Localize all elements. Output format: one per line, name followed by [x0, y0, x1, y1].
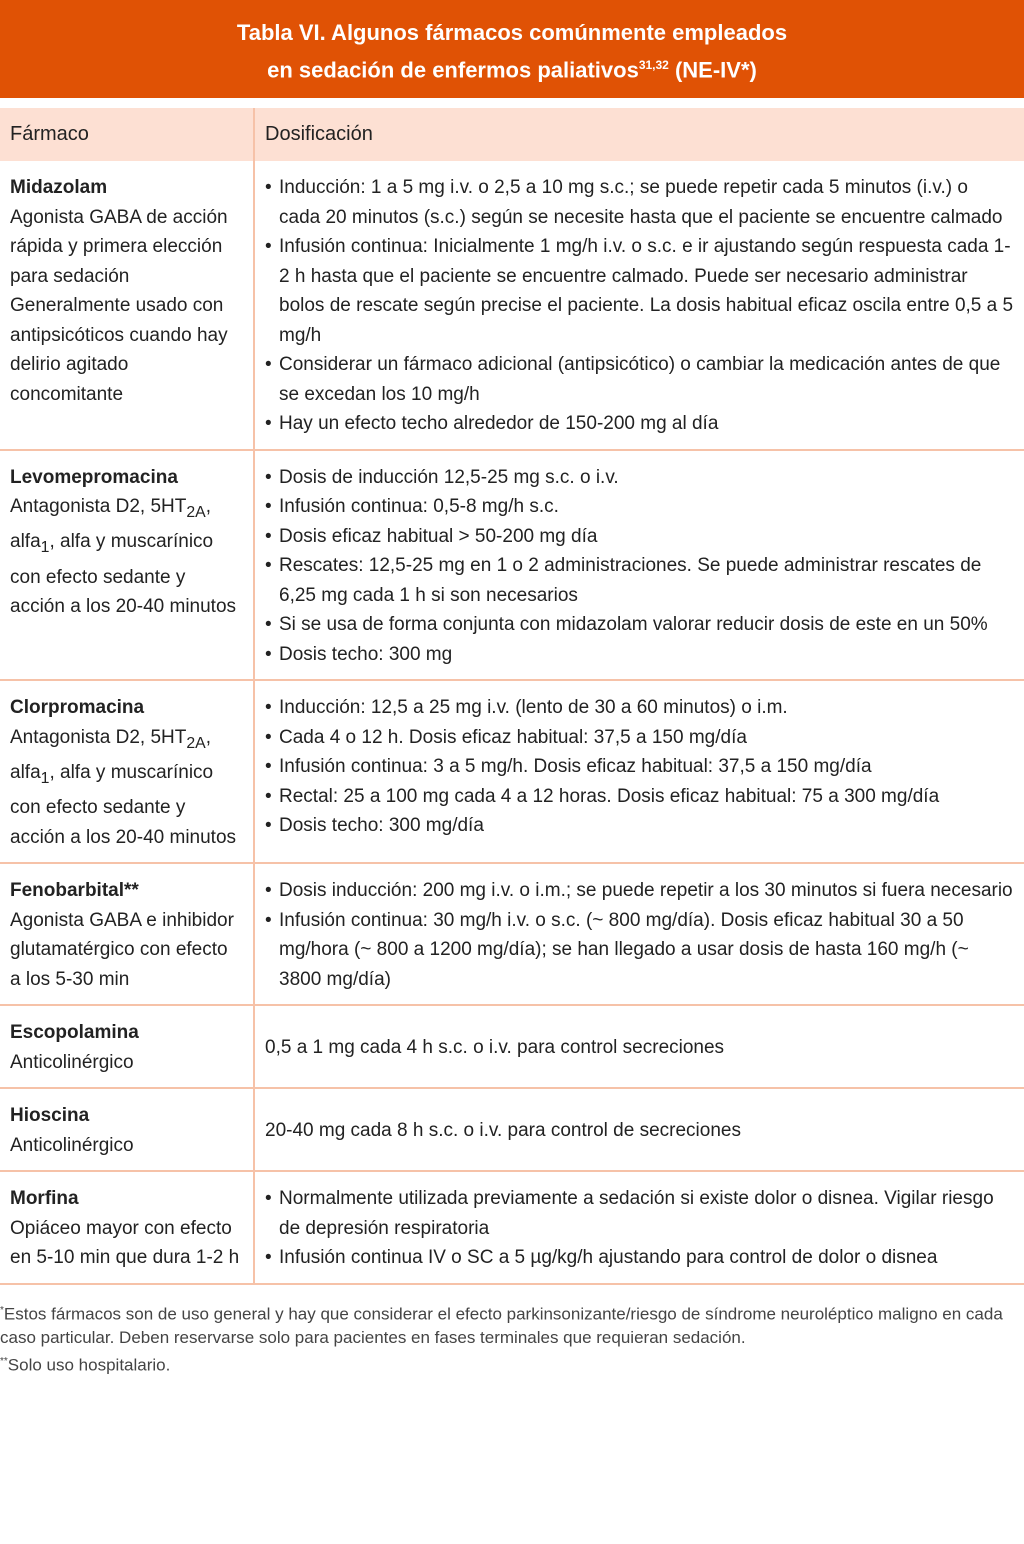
dose-item: • Hay un efecto techo alrededor de 150-200 mg al día — [265, 409, 1014, 439]
drug-description: Antagonista D2, $5HT_{2A}$, alfa$_1$, alfa y muscarínico con efecto sedante y acción a los 20-40 minutos — [10, 496, 237, 618]
table-row — [0, 863, 1024, 1005]
dose-list — [265, 693, 1014, 841]
drug-description: Agonista GABA de acción rápida y primera elección para sedación Generalmente usado con antipsicóticos cuando hay delirio agitado concomitante — [10, 206, 228, 405]
drug-name: Escopolamina — [10, 1022, 139, 1044]
drug-description: Agonista GABA e inhibidor glutamatérgico con efecto a los 5-30 min — [10, 909, 234, 990]
drug-name: Levomepromacina — [10, 466, 178, 488]
drug-description: Anticolinérgico — [10, 1051, 134, 1073]
table-row — [0, 1171, 1024, 1284]
dose-item: • Dosis de inducción 12,5-25 mg s.c. o i.v. — [265, 463, 1014, 493]
dose-list — [265, 463, 1014, 670]
footnote-1: *Estos fármacos son de uso general y hay que considerar el efecto parkinsonizante/riesgo de síndrome neuroléptico maligno en cada caso particular. Deben reservarse solo para pacientes en fases terminales que requieran sedación. — [0, 1304, 1003, 1348]
dose-cell: 0,5 a 1 mg cada 4 h s.c. o i.v. para control secreciones — [254, 1005, 1024, 1088]
drug-name: Morfina — [10, 1188, 79, 1210]
column-header-farmaco: Fármaco — [0, 108, 254, 161]
drug-description: Anticolinérgico — [10, 1134, 134, 1156]
dose-item: • Dosis eficaz habitual > 50-200 mg día — [265, 522, 1014, 552]
dose-cell — [254, 1171, 1024, 1284]
table-row — [0, 450, 1024, 681]
table-row — [0, 680, 1024, 863]
dose-cell — [254, 680, 1024, 863]
drug-name: Midazolam — [10, 177, 108, 198]
dose-item: • Infusión continua: Inicialmente 1 mg/h i.v. o s.c. e ir ajustando según respuesta cada 1-2 h hasta que el paciente se encuentre calmado. Puede ser necesario administrar bolos de rescate según precise el paciente. La dosis habitual eficaz oscila entre 0,5 a 5 mg/h — [265, 232, 1014, 350]
dose-cell — [254, 450, 1024, 681]
header-row — [0, 108, 1024, 161]
dose-item: • Normalmente utilizada previamente a sedación si existe dolor o disnea. Vigilar riesgo de depresión respiratoria — [265, 1184, 1014, 1243]
drug-table — [0, 108, 1024, 1285]
drug-cell — [0, 863, 254, 1005]
dose-item: • Infusión continua IV o SC a 5 µg/kg/h ajustando para control de dolor o disnea — [265, 1243, 1014, 1273]
drug-cell — [0, 1171, 254, 1284]
drug-description: Opiáceo mayor con efecto en 5-10 min que dura 1-2 h — [10, 1217, 240, 1269]
dose-list — [265, 173, 1014, 439]
dose-item: • Cada 4 o 12 h. Dosis eficaz habitual: 37,5 a 150 mg/día — [265, 723, 1014, 753]
table-title — [0, 0, 1024, 98]
dose-cell — [254, 161, 1024, 450]
dose-item: • Si se usa de forma conjunta con midazolam valorar reducir dosis de este en un 50% — [265, 610, 1014, 640]
table-row — [0, 1005, 1024, 1088]
footnote-2: **Solo uso hospitalario. — [0, 1355, 171, 1375]
drug-cell — [0, 450, 254, 681]
dose-cell: 20-40 mg cada 8 h s.c. o i.v. para control de secreciones — [254, 1088, 1024, 1171]
dose-item: • Dosis techo: 300 mg — [265, 640, 1014, 670]
drug-cell — [0, 1005, 254, 1088]
drug-name: Hioscina — [10, 1105, 90, 1127]
dose-item: • Dosis inducción: 200 mg i.v. o i.m.; se puede repetir a los 30 minutos si fuera necesario — [265, 876, 1014, 906]
dose-cell — [254, 863, 1024, 1005]
dose-item: • Infusión continua: 3 a 5 mg/h. Dosis eficaz habitual: 37,5 a 150 mg/día — [265, 752, 1014, 782]
dose-item: • Rectal: 25 a 100 mg cada 4 a 12 horas. Dosis eficaz habitual: 75 a 300 mg/día — [265, 782, 1014, 812]
table-row — [0, 161, 1024, 450]
column-header-dosificacion: Dosificación — [254, 108, 1024, 161]
dose-item: • Infusión continua: 0,5-8 mg/h s.c. — [265, 492, 1014, 522]
table-row — [0, 1088, 1024, 1171]
drug-description: Antagonista D2, $5HT_{2A}$, alfa$_1$, alfa y muscarínico con efecto sedante y acción a los 20-40 minutos — [10, 726, 237, 848]
dose-item: • Infusión continua: 30 mg/h i.v. o s.c. (~ 800 mg/día). Dosis eficaz habitual 30 a 50 mg/hora (~ 800 a 1200 mg/día); se han llegado a usar dosis de hasta 160 mg/h (~ 3800 mg/día) — [265, 906, 1014, 995]
drug-cell — [0, 680, 254, 863]
dose-list — [265, 876, 1014, 994]
dose-item: • Dosis techo: 300 mg/día — [265, 811, 1014, 841]
title-references: 31,32 — [638, 58, 669, 72]
drug-name: Clorpromacina — [10, 697, 145, 718]
drug-cell — [0, 161, 254, 450]
dose-item: • Rescates: 12,5-25 mg en 1 o 2 administraciones. Se puede administrar rescates de 6,25 mg cada 1 h si son necesarios — [265, 551, 1014, 610]
footnotes — [0, 1285, 1024, 1378]
drug-name: Fenobarbital** — [10, 880, 139, 902]
drug-cell — [0, 1088, 254, 1171]
dose-item: • Inducción: 1 a 5 mg i.v. o 2,5 a 10 mg s.c.; se puede repetir cada 5 minutos (i.v.) o cada 20 minutos (s.c.) según se necesite hasta que el paciente se encuentre calmado — [265, 173, 1014, 232]
dose-list — [265, 1184, 1014, 1273]
title-line-2: en sedación de enfermos paliativos$^{31,32}$ (NE-IV*) — [267, 57, 757, 83]
dose-item: • Considerar un fármaco adicional (antipsicótico) o cambiar la medicación antes de que se excedan los 10 mg/h — [265, 350, 1014, 409]
title-line-1: Tabla VI. Algunos fármacos comúnmente empleados — [236, 20, 788, 45]
dose-item: • Inducción: 12,5 a 25 mg i.v. (lento de 30 a 60 minutos) o i.m. — [265, 693, 1014, 723]
